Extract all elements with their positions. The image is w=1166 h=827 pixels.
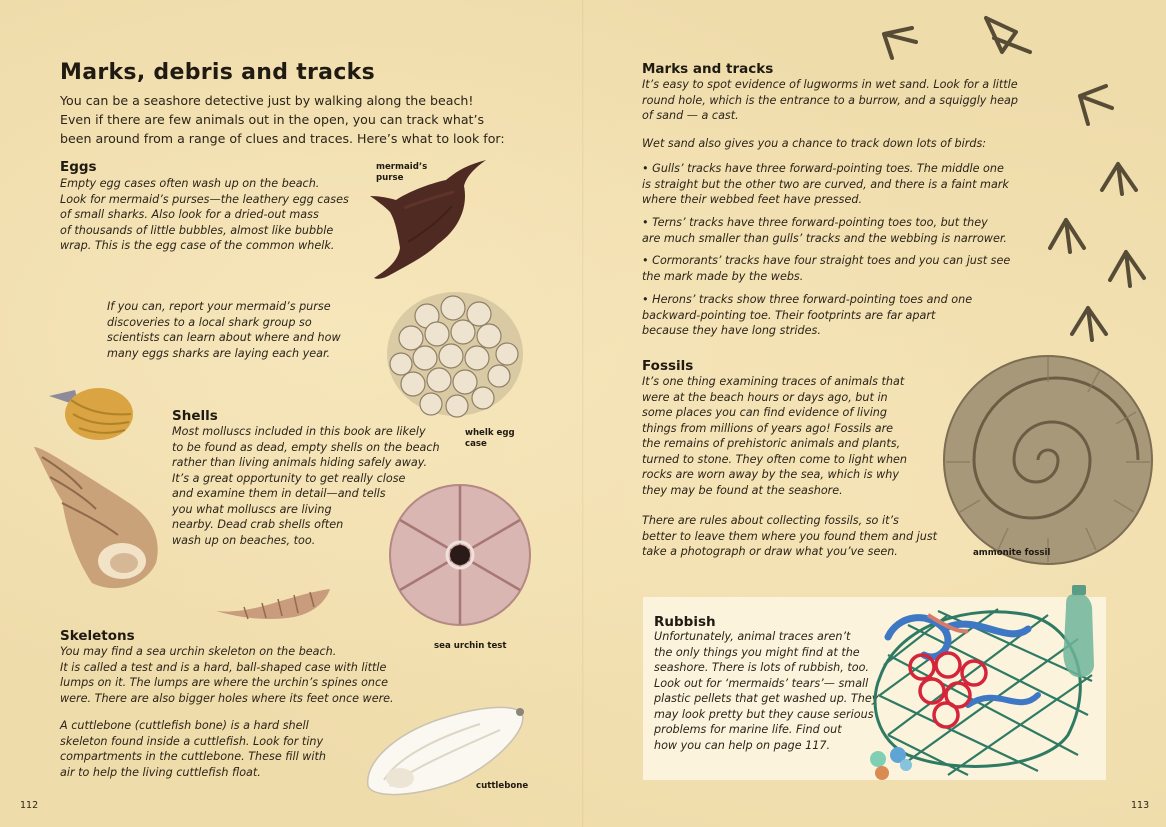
shark-report-text <box>107 299 367 361</box>
report-line: many eggs sharks are laying each year. <box>107 346 331 360</box>
eggs-heading: Eggs <box>60 159 97 175</box>
lugworm-line: It’s easy to spot evidence of lugworms in wet sand. Look for a little <box>642 78 1018 91</box>
fossils-text <box>642 374 942 498</box>
caption-line: purse <box>376 173 404 183</box>
caption-line: case <box>465 439 487 449</box>
intro-paragraph <box>60 91 530 148</box>
terns-line: are much smaller than gulls’ tracks and the webbing is narrower. <box>642 231 1007 245</box>
sea-urchin-caption: sea urchin test <box>434 641 507 651</box>
report-line: If you can, report your mermaid’s purse <box>107 300 331 313</box>
fossil-rules-line: better to leave them where you found them and just <box>642 529 938 543</box>
fossils-line: some places you can find evidence of living <box>642 406 887 419</box>
eggs-line: wrap. This is the egg case of the common whelk. <box>60 239 335 252</box>
cuttlebone-line: skeleton found inside a cuttlefish. Look for tiny <box>60 734 324 748</box>
fossil-rules-text <box>642 513 962 560</box>
gulls-line: where their webbed feet have pressed. <box>642 193 862 206</box>
skeletons-heading: Skeletons <box>60 628 135 644</box>
shells-line: to be found as dead, empty shells on the beach <box>172 440 440 454</box>
ammonite-fossil-illustration <box>940 352 1155 567</box>
herons-line: • Herons’ tracks show three forward-pointing toes and one <box>642 293 973 306</box>
eggs-line: of small sharks. Also look for a dried-out mass <box>60 208 319 221</box>
fossils-heading: Fossils <box>642 358 694 374</box>
cuttlebone-text <box>60 718 360 780</box>
shells-line: rather than living animals hiding safely away. <box>172 456 428 469</box>
shells-line: wash up on beaches, too. <box>172 533 316 547</box>
eggs-text <box>60 176 370 254</box>
fossil-rules-line: There are rules about collecting fossils, so it’s <box>642 514 899 527</box>
auger-shell-illustration <box>214 583 332 623</box>
eggs-line: Look for mermaid’s purses—the leathery egg cases <box>60 192 349 206</box>
shells-line: you what molluscs are living <box>172 502 332 516</box>
fossils-line: turned to stone. They often come to light when <box>642 452 908 466</box>
report-line: scientists can learn about where and how <box>107 331 341 344</box>
birds-intro: Wet sand also gives you a chance to track down lots of birds: <box>642 137 987 150</box>
eggs-line: of thousands of little bubbles, almost like bubble <box>60 223 334 237</box>
whelk-shell-illustration <box>22 443 162 598</box>
eggs-line: Empty egg cases often wash up on the beach. <box>60 177 320 190</box>
page-title: Marks, debris and tracks <box>60 60 375 85</box>
herons-line: because they have long strides. <box>642 324 821 337</box>
report-line: discoveries to a local shark group so <box>107 315 312 329</box>
rubbish-line: seashore. There is lots of rubbish, too. <box>654 661 869 674</box>
skeletons-line: It is called a test and is a hard, ball-shaped case with little <box>60 660 387 674</box>
fossils-line: things from millions of years ago! Fossils are <box>642 421 894 435</box>
marks-heading: Marks and tracks <box>642 61 774 77</box>
terns-line: • Terns’ tracks have three forward-pointing toes too, but they <box>642 216 988 229</box>
shells-line: and examine them in detail—and tells <box>172 487 386 500</box>
cuttlebone-line: A cuttlebone (cuttlefish bone) is a hard shell <box>60 719 309 732</box>
bird-tracks-illustration <box>870 8 1160 348</box>
skeletons-line: You may find a sea urchin skeleton on the beach. <box>60 645 337 658</box>
fossils-line: they may be found at the seashore. <box>642 483 843 497</box>
book-gutter <box>582 0 584 827</box>
intro-line: been around from a range of clues and traces. Here’s what to look for: <box>60 131 505 146</box>
rubbish-line: Unfortunately, animal traces aren’t <box>654 630 851 643</box>
cormorants-line: • Cormorants’ tracks have four straight toes and you can just see <box>642 254 1011 267</box>
fossils-line: It’s one thing examining traces of animals that <box>642 375 905 388</box>
lugworm-line: round hole, which is the entrance to a burrow, and a squiggly heap <box>642 93 1018 107</box>
page-number-right: 113 <box>1131 800 1150 811</box>
whelk-egg-case-illustration <box>383 288 528 423</box>
rubbish-line: the only things you might find at the <box>654 645 860 659</box>
fossils-line: were at the beach hours or days ago, but in <box>642 390 888 404</box>
gulls-line: is straight but the other two are curved, and there is a faint mark <box>642 177 1009 191</box>
mermaids-purse-illustration <box>368 152 498 282</box>
sea-urchin-test-illustration <box>388 480 532 630</box>
shells-line: Most molluscs included in this book are likely <box>172 425 426 438</box>
shells-line: nearby. Dead crab shells often <box>172 518 344 531</box>
caption-line: mermaid’s <box>376 162 428 172</box>
cuttlebone-line: air to help the living cuttlefish float. <box>60 765 261 779</box>
skeletons-line: were. There are also bigger holes where its feet once were. <box>60 691 394 705</box>
fossils-line: rocks are worn away by the sea, which is why <box>642 468 900 481</box>
ammonite-caption: ammonite fossil <box>973 548 1051 558</box>
cuttlebone-caption: cuttlebone <box>476 781 529 791</box>
rubbish-line: Look out for ‘mermaids’ tears’— small <box>654 676 869 690</box>
cuttlebone-line: compartments in the cuttlebone. These fill with <box>60 750 326 763</box>
fossil-rules-line: take a photograph or draw what you’ve seen. <box>642 545 898 558</box>
rubbish-line: problems for marine life. Find out <box>654 723 842 736</box>
whelk-egg-case-caption <box>465 428 515 450</box>
rubbish-line: plastic pellets that get washed up. They <box>654 692 879 705</box>
yellow-shell-illustration <box>45 380 135 446</box>
rubbish-line: how you can help on page 117. <box>654 738 831 752</box>
caption-line: whelk egg <box>465 428 515 438</box>
skeletons-text <box>60 644 410 706</box>
page-number-left: 112 <box>20 800 39 811</box>
intro-line: You can be a seashore detective just by walking along the beach! <box>60 93 474 108</box>
shells-heading: Shells <box>172 408 218 424</box>
intro-line: Even if there are few animals out in the open, you can track what’s <box>60 112 485 127</box>
fishing-net-rubbish-illustration <box>848 585 1106 780</box>
rubbish-line: may look pretty but they cause serious <box>654 707 874 721</box>
lugworm-line: of sand — a cast. <box>642 109 739 122</box>
herons-line: backward-pointing toe. Their footprints are far apart <box>642 308 936 322</box>
rubbish-heading: Rubbish <box>654 614 716 630</box>
cormorants-line: the mark made by the webs. <box>642 269 804 283</box>
skeletons-line: lumps on it. The lumps are where the urchin’s spines once <box>60 676 389 689</box>
fossils-line: the remains of prehistoric animals and plants, <box>642 437 901 450</box>
gulls-line: • Gulls’ tracks have three forward-pointing toes. The middle one <box>642 162 1004 175</box>
shells-line: It’s a great opportunity to get really close <box>172 471 406 485</box>
